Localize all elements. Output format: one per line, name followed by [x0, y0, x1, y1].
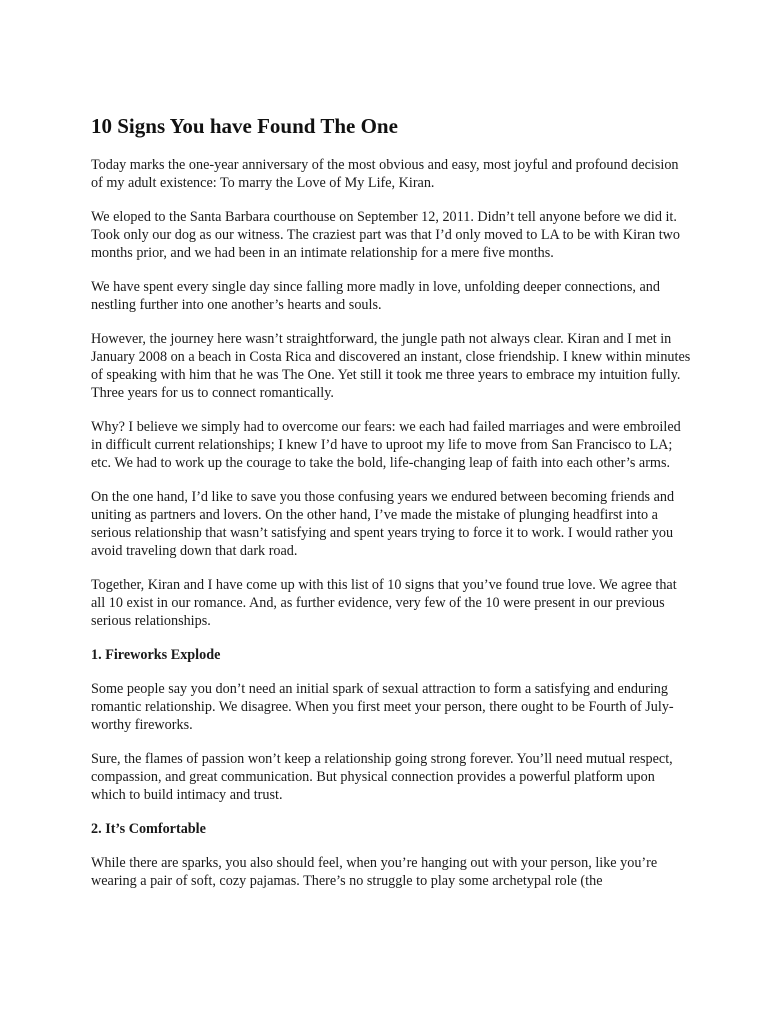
paragraph: Together, Kiran and I have come up with this list of 10 signs that you’ve found true love. We agree that all 10 exist in our romance. And, as further evidence, very few of the 10 were present in our previous serious relationships. [91, 577, 677, 629]
paragraph: Sure, the flames of passion won’t keep a relationship going strong forever. You’ll need mutual respect, compassion, and great communication. But physical connection provides a powerful platform upon which to build intimacy and trust. [91, 751, 673, 803]
paragraph: However, the journey here wasn’t straightforward, the jungle path not always clear. Kiran and I met in January 2008 on a beach in Costa Rica and discovered an instant, close friendship. I knew within minutes of speaking with him that he was The One. Yet still it took me three years to embrace my intuition fully. Three years for us to connect romantically. [91, 331, 691, 401]
section-heading: 2. It’s Comfortable [91, 821, 206, 837]
document-title: 10 Signs You have Found The One [91, 114, 398, 138]
section-heading: 1. Fireworks Explode [91, 647, 221, 663]
paragraph: While there are sparks, you also should feel, when you’re hanging out with your person, like you’re wearing a pair of soft, cozy pajamas. There’s no struggle to play some archetypal role (the [91, 855, 658, 889]
paragraph: Today marks the one-year anniversary of the most obvious and easy, most joyful and profound decision of my adult existence: To marry the Love of My Life, Kiran. [91, 157, 679, 191]
paragraph: On the one hand, I’d like to save you those confusing years we endured between becoming friends and uniting as partners and lovers. On the other hand, I’ve made the mistake of plunging headfirst into a serious relationship that wasn’t satisfying and spent years trying to force it to work. I would rather you avoid traveling down that dark road. [91, 489, 675, 559]
paragraph: We have spent every single day since falling more madly in love, unfolding deeper connections, and nestling further into one another’s hearts and souls. [91, 279, 660, 313]
document-page [91, 112, 691, 906]
paragraph: We eloped to the Santa Barbara courthouse on September 12, 2011. Didn’t tell anyone before we did it. Took only our dog as our witness. The craziest part was that I’d only moved to LA to be with Kiran two months prior, and we had been in an intimate relationship for a mere five months. [91, 209, 680, 261]
paragraph: Some people say you don’t need an initial spark of sexual attraction to form a satisfying and enduring romantic relationship. We disagree. When you first meet your person, there ought to be Fourth of July-worthy fireworks. [91, 681, 674, 733]
paragraph: Why? I believe we simply had to overcome our fears: we each had failed marriages and were embroiled in difficult current relationships; I knew I’d have to uproot my life to move from San Francisco to LA; etc. We had to work up the courage to take the bold, life-changing leap of faith into each other’s arms. [91, 419, 681, 471]
